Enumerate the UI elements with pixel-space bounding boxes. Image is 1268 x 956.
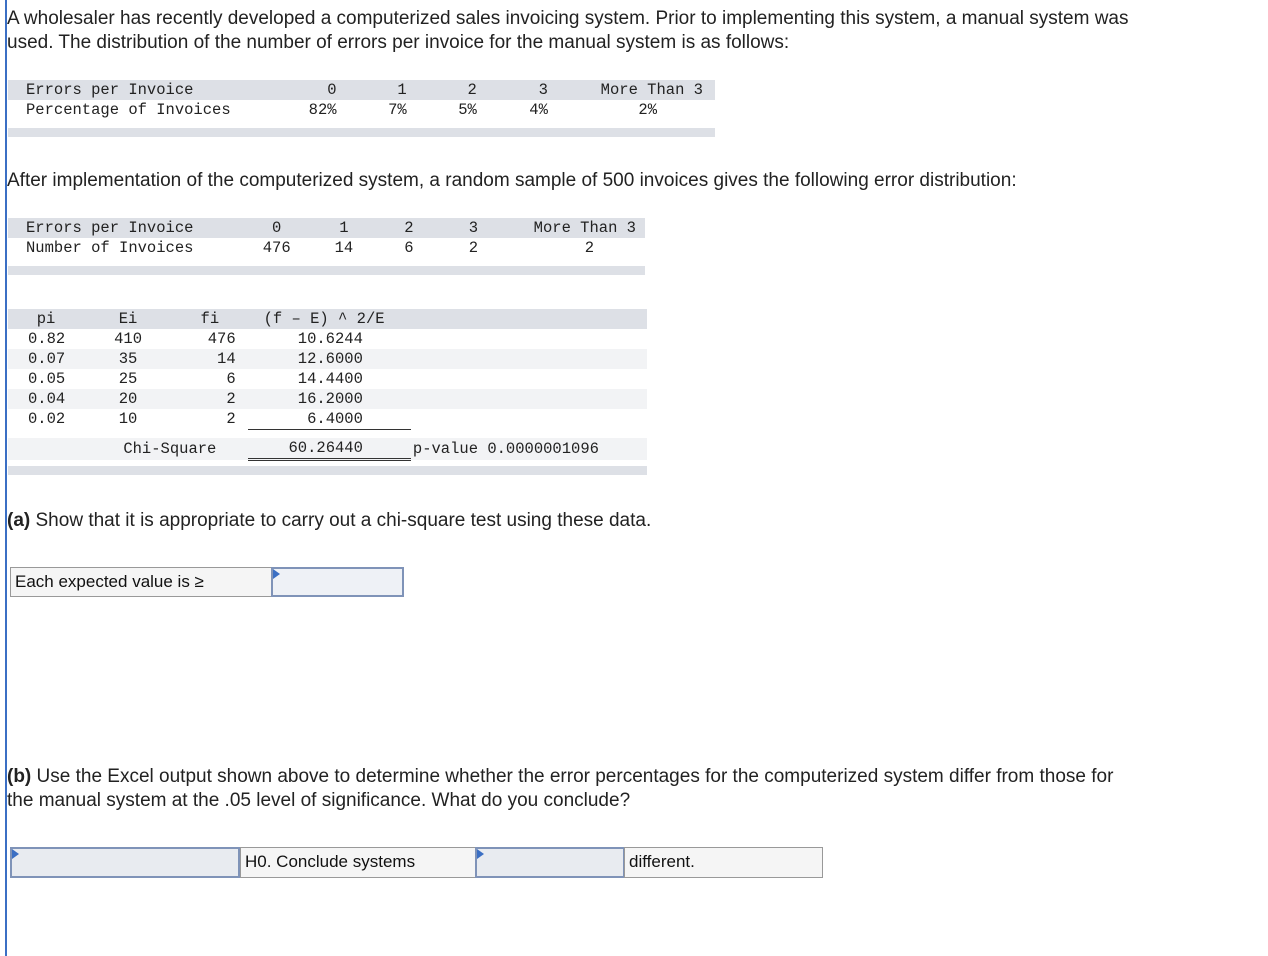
part-b-question-line-1 (7, 765, 1113, 789)
computer-value-0: 476 (262, 239, 291, 257)
manual-header-2: 2 (467, 81, 477, 99)
excel-ei: 410 (114, 330, 142, 348)
different-text: different. (624, 847, 823, 878)
computer-header-1: 1 (339, 219, 349, 237)
manual-value-3: 4% (529, 101, 548, 119)
computer-value-2: 6 (404, 239, 414, 257)
computer-header-3: 3 (468, 219, 479, 237)
intro-line-1: A wholesaler has recently developed a computerized sales invoicing system. Prior to implementing this system, a manual system was (7, 8, 1129, 29)
excel-contrib: 12.6000 (297, 350, 363, 368)
computer-header-0: 0 (272, 219, 282, 237)
expected-value-input[interactable] (271, 567, 404, 597)
excel-contrib: 6.4000 (248, 409, 411, 430)
excel-table-footer-stripe (8, 466, 647, 475)
after-implementation-text: After implementation of the computerized system, a random sample of 500 invoices gives the following error distribution: (7, 170, 1017, 191)
manual-header-0: 0 (327, 81, 337, 99)
dropdown-marker-icon (12, 849, 19, 859)
intro-line-2: used. The distribution of the number of errors per invoice for the manual system is as follows: (7, 32, 790, 53)
manual-header-more: More Than 3 (600, 81, 703, 99)
excel-fi: 14 (217, 350, 236, 368)
excel-header-fi: fi (200, 310, 220, 328)
chi-square-value: 60.26440 (248, 438, 411, 460)
excel-pi: 0.04 (28, 390, 66, 408)
computer-header-2: 2 (404, 219, 414, 237)
excel-contrib: 16.2000 (297, 390, 363, 408)
part-b-question-line-2: the manual system at the .05 level of significance. What do you conclude? (7, 790, 631, 811)
manual-header-3: 3 (538, 81, 548, 99)
dropdown-marker-icon (477, 849, 484, 859)
excel-fi: 2 (226, 410, 236, 429)
excel-ei: 35 (118, 350, 138, 368)
excel-fi: 2 (226, 390, 236, 408)
excel-ei: 20 (118, 390, 138, 408)
part-a-text: Show that it is appropriate to carry out a chi-square test using these data. (30, 510, 652, 531)
manual-distribution-table (8, 80, 715, 120)
manual-value-2: 5% (458, 101, 477, 119)
p-value-text: p-value 0.0000001096 (412, 439, 599, 458)
part-a-question (7, 509, 651, 533)
excel-row (8, 349, 647, 369)
computer-table-footer-stripe (8, 266, 645, 275)
part-b-label: (b) (7, 766, 32, 787)
excel-row (8, 369, 647, 389)
excel-fi: 6 (226, 370, 236, 388)
excel-pi: 0.07 (28, 350, 66, 368)
excel-pi: 0.02 (28, 410, 66, 429)
manual-value-0: 82% (308, 101, 337, 119)
excel-header-contrib: (f – E) ^ 2/E (263, 310, 385, 328)
excel-output-table (8, 309, 647, 461)
excel-row (8, 389, 647, 409)
computerized-distribution-table (8, 218, 645, 258)
excel-contrib: 10.6244 (297, 330, 363, 348)
computer-value-3: 2 (468, 239, 479, 257)
excel-ei: 10 (118, 410, 138, 429)
excel-header-ei: Ei (118, 310, 138, 328)
excel-contrib: 14.4400 (297, 370, 363, 388)
excel-pi: 0.05 (28, 370, 66, 388)
manual-table-footer-stripe (8, 128, 715, 137)
manual-value-1: 7% (388, 101, 407, 119)
computer-header-more: More Than 3 (533, 219, 636, 237)
chi-square-label: Chi-Square (123, 439, 217, 458)
conclusion-dropdown[interactable] (475, 847, 625, 878)
input-marker-icon (273, 569, 280, 579)
excel-pi: 0.82 (28, 330, 66, 348)
excel-row (8, 409, 647, 430)
excel-fi: 476 (207, 330, 236, 348)
computer-row-label-number: Number of Invoices (26, 239, 194, 257)
computer-row-label-errors: Errors per Invoice (26, 219, 194, 237)
decision-dropdown[interactable] (10, 847, 240, 878)
manual-value-more: 2% (638, 101, 657, 119)
computer-value-more: 2 (584, 239, 595, 257)
part-b-text-1: Use the Excel output shown above to determine whether the error percentages for the computerized system differ from those for (31, 766, 1114, 787)
computer-value-1: 14 (334, 239, 354, 257)
manual-row-label-errors: Errors per Invoice (26, 81, 194, 99)
manual-row-label-percentage: Percentage of Invoices (26, 101, 231, 119)
manual-header-1: 1 (397, 81, 407, 99)
excel-ei: 25 (118, 370, 138, 388)
excel-header-pi: pi (36, 310, 56, 328)
expected-value-prompt: Each expected value is ≥ (10, 567, 272, 597)
excel-row (8, 329, 647, 349)
h0-conclude-text: H0. Conclude systems (240, 847, 476, 878)
part-a-label: (a) (7, 510, 31, 531)
